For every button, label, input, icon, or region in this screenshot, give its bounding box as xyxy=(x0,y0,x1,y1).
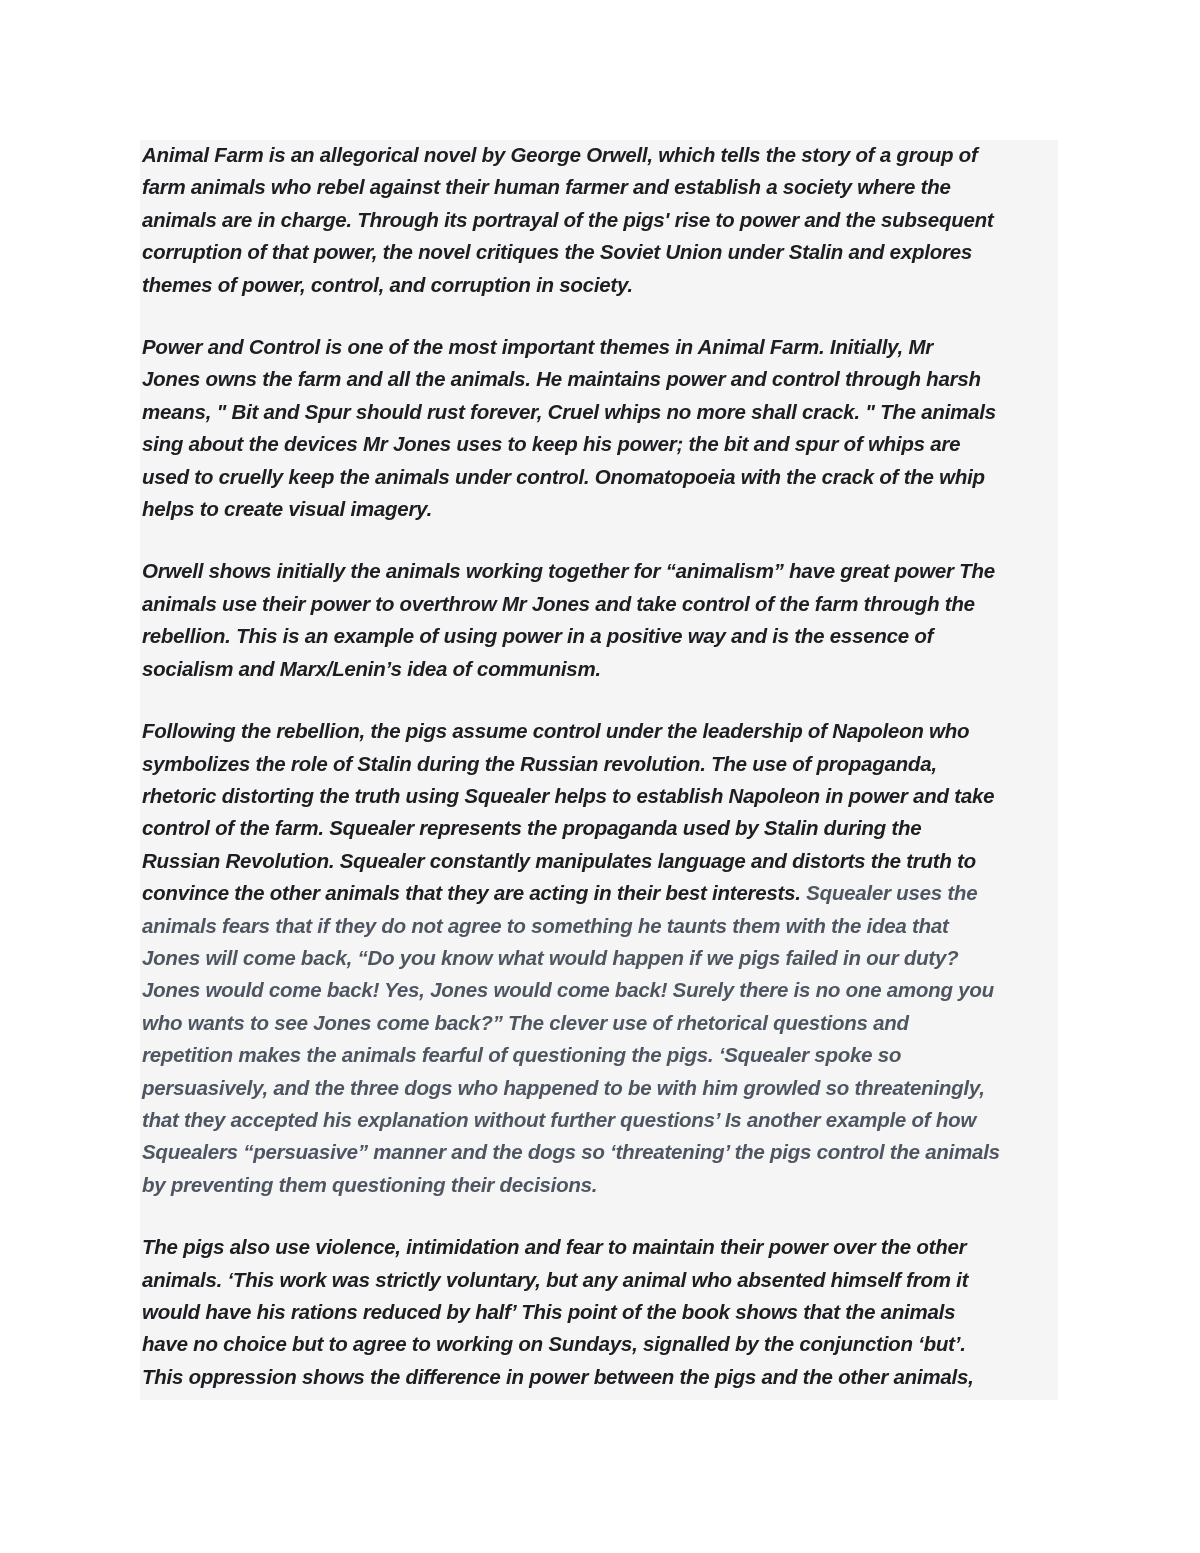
paragraph-gap xyxy=(142,526,1058,556)
paragraph-violence-intimidation: The pigs also use violence, intimidation and fear to maintain their power over the other animals. ‘This work was strictly voluntary, but any animal who absented himself from it would have his rations reduced by half’ This point of the book shows that the animals have no choice but to agree to working on Sundays, signalled by the conjunction ‘but’. This oppression shows the difference in power between the pigs and the other animals, xyxy=(142,1236,974,1389)
paragraph-gap xyxy=(142,1202,1058,1232)
paragraph-gap xyxy=(142,302,1058,332)
paragraph-introduction: Animal Farm is an allegorical novel by George Orwell, which tells the story of a group of farm animals who rebel against their human farmer and establish a society where the animals are in charge. Through its portrayal of the pigs' rise to power and the subsequent corruption of that power, the novel critiques the Soviet Union under Stalin and explores themes of power, control, and corruption in society. xyxy=(142,144,994,297)
essay-text-block xyxy=(140,140,1058,1400)
paragraph-squealer-propaganda xyxy=(142,716,1058,1202)
paragraph-animalism: Orwell shows initially the animals working together for “animalism” have great power The animals use their power to overthrow Mr Jones and take control of the farm through the rebellion. This is an example of using power in a positive way and is the essence of socialism and Marx/Lenin’s idea of communism. xyxy=(142,560,995,681)
squealer-main-text: Following the rebellion, the pigs assume control under the leadership of Napoleon who symbolizes the role of Stalin during the Russian revolution. The use of propaganda, rhetoric distorting the truth using Squealer helps to establish Napoleon in power and take control of the farm. Squealer represents the propaganda used by Stalin during the Russian Revolution. Squealer constantly manipulates language and distorts the truth to convince the other animals that they are acting in their best interests. xyxy=(142,720,995,906)
paragraph-gap xyxy=(142,686,1058,716)
squealer-quote-text: Squealer uses the animals fears that if they do not agree to something he taunts them with the idea that Jones will come back, “Do you know what would happen if we pigs failed in our duty? Jones would come back! Yes, Jones would come back! Surely there is no one among you who wants to see Jones come back?” The clever use of rhetorical questions and repetition makes the animals fearful of questioning the pigs. ‘Squealer spoke so persuasively, and the three dogs who happened to be with him growled so threateningly, that they accepted his explanation without further questions’ Is another example of how Squealers “persuasive” manner and the dogs so ‘threatening’ the pigs control the animals by preventing them questioning their decisions. xyxy=(142,882,1000,1197)
paragraph-power-and-control: Power and Control is one of the most important themes in Animal Farm. Initially, Mr Jones owns the farm and all the animals. He maintains power and control through harsh means, " Bit and Spur should rust forever, Cruel whips no more shall crack. " The animals sing about the devices Mr Jones uses to keep his power; the bit and spur of whips are used to cruelly keep the animals under control. Onomatopoeia with the crack of the whip helps to create visual imagery. xyxy=(142,336,996,522)
